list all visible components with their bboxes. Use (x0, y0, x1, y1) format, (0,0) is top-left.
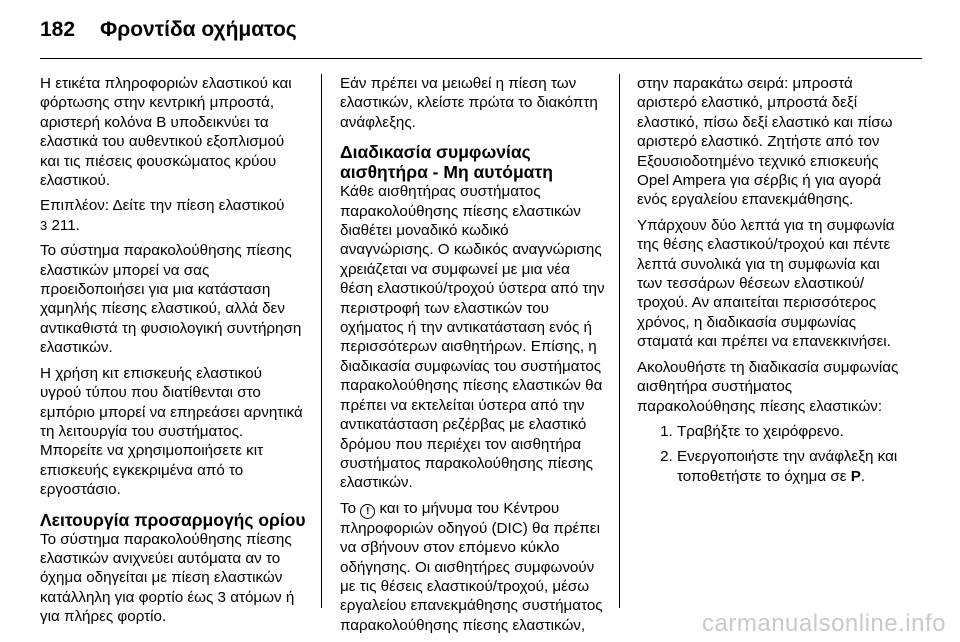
list-item: 2. Ενεργοποιήστε την ανάφλεξη και τοποθετήστε το όχημα σε P. (677, 447, 909, 486)
paragraph: Η χρήση κιτ επισκευής ελαστικού υγρού τύπου που διατίθενται στο εμπόριο μπορεί να επηρεάσει αρνητικά τη λειτουργία του συστήματος. Μπορείτε να χρησιμοποιήσετε κιτ επισκευής εγκεκριμένα από το εργοστάσιο. (40, 364, 303, 499)
tire-pressure-warning-icon: ! (360, 504, 375, 519)
watermark: carmanualsonline.info (702, 610, 946, 637)
steps-list (637, 422, 909, 486)
section-heading: Διαδικασία συμφωνίας αισθητήρα - Μη αυτόματη (340, 142, 553, 183)
column-1 (40, 74, 306, 633)
arrow-ref-icon: 3 (40, 217, 48, 233)
column-2 (340, 74, 606, 641)
paragraph: Εάν πρέπει να μειωθεί η πίεση των ελαστικών, κλείστε πρώτα το διακόπτη ανάφλεξης. (340, 75, 598, 131)
paragraph: Η ετικέτα πληροφοριών ελαστικού και φόρτωσης στην κεντρική μπροστά, αριστερή κολόνα Β υποδεικνύει τα ελαστικά του αυθεντικού εξοπλισμού και τις πιέσεις φουσκώματος κρύου ελαστικού. (40, 75, 292, 190)
paragraph: στην παρακάτω σειρά: μπροστά αριστερό ελαστικό, μπροστά δεξί ελαστικό, πίσω δεξί ελαστικό και πίσω αριστερό ελαστικό. Ζητήστε από τον Εξουσιοδοτημένο τεχνικό επισκευής Opel Ampera για σέρβις ή για αγορά ενός εργαλείου επανεκμάθησης. (637, 75, 893, 209)
page-header (40, 18, 297, 48)
paragraph: Κάθε αισθητήρας συστήματος παρακολούθησης πίεσης ελαστικών διαθέτει μοναδικό κωδικό αναγνώρισης. Ο κωδικός αναγνώρισης χρειάζεται να συμφωνεί με μια νέα θέση ελαστικού/τροχού ύστερα από την περιστροφή των ελαστικών του οχήματος ή την αντικατάσταση ενός ή περισσότερων αισθητήρων. Επίσης, η διαδικασία συμφωνίας του συστήματος παρακολούθησης πίεσης ελαστικών θα πρέπει να εκτελείται ύστερα από την αντικατάσταση ρεζέρβας με ελαστικό δρόμου που περιέχει τον αισθητήρα συστήματος παρακολούθησης πίεσης ελαστικών. (340, 183, 605, 492)
paragraph: Το σύστημα παρακολούθησης πίεσης ελαστικών μπορεί να σας προειδοποιήσει για μια κατάσταση χαμηλής πίεσης ελαστικού, αλλά δεν αντικαθιστά τη φυσιολογική συντήρηση ελαστικών. (40, 242, 302, 357)
column-divider (619, 74, 620, 608)
paragraph: Το ! και το μήνυμα του Κέντρου πληροφοριών οδηγού (DIC) θα πρέπει να σβήνουν στον επόμενο κύκλο οδήγησης. Οι αισθητήρες συμφωνούν με τις θέσεις ελαστικού/τροχού, μέσω εργαλείου επανεκμάθησης συστήματος παρακολούθησης πίεσης ελαστικών, (340, 499, 603, 634)
paragraph: Υπάρχουν δύο λεπτά για τη συμφωνία της θέσης ελαστικού/τροχού και πέντε λεπτά συνολικά για τη συμφωνία και των τεσσάρων θέσεων ελαστικού/τροχού. Αν απαιτείται περισσότερος χρόνος, η διαδικασία συμφωνίας σταματά και πρέπει να επανεκκινήσει. (637, 216, 895, 351)
page-number: 182 (40, 18, 76, 41)
chapter-title: Φροντίδα οχήματος (100, 18, 297, 41)
paragraph: Το σύστημα παρακολούθησης πίεσης ελαστικών ανιχνεύει αυτόματα αν το όχημα οδηγείται με πίεση ελαστικών κατάλληλη για φορτίο έως 3 ατόμων ή για πλήρες φορτίο. (40, 530, 295, 626)
header-rule (40, 58, 922, 59)
paragraph: Ακολουθήστε τη διαδικασία συμφωνίας αισθητήρα συστήματος παρακολούθησης πίεσης ελαστικών: (637, 358, 899, 415)
paragraph: Επιπλέον: Δείτε την πίεση ελαστικού 3 211. (40, 197, 285, 234)
list-item: 1. Τραβήξτε το χειρόφρενο. (677, 422, 909, 441)
column-3 (637, 74, 909, 492)
section-heading: Λειτουργία προσαρμογής ορίου (40, 509, 306, 530)
page-reference-link[interactable]: 211. (47, 216, 80, 234)
column-divider (321, 74, 322, 608)
